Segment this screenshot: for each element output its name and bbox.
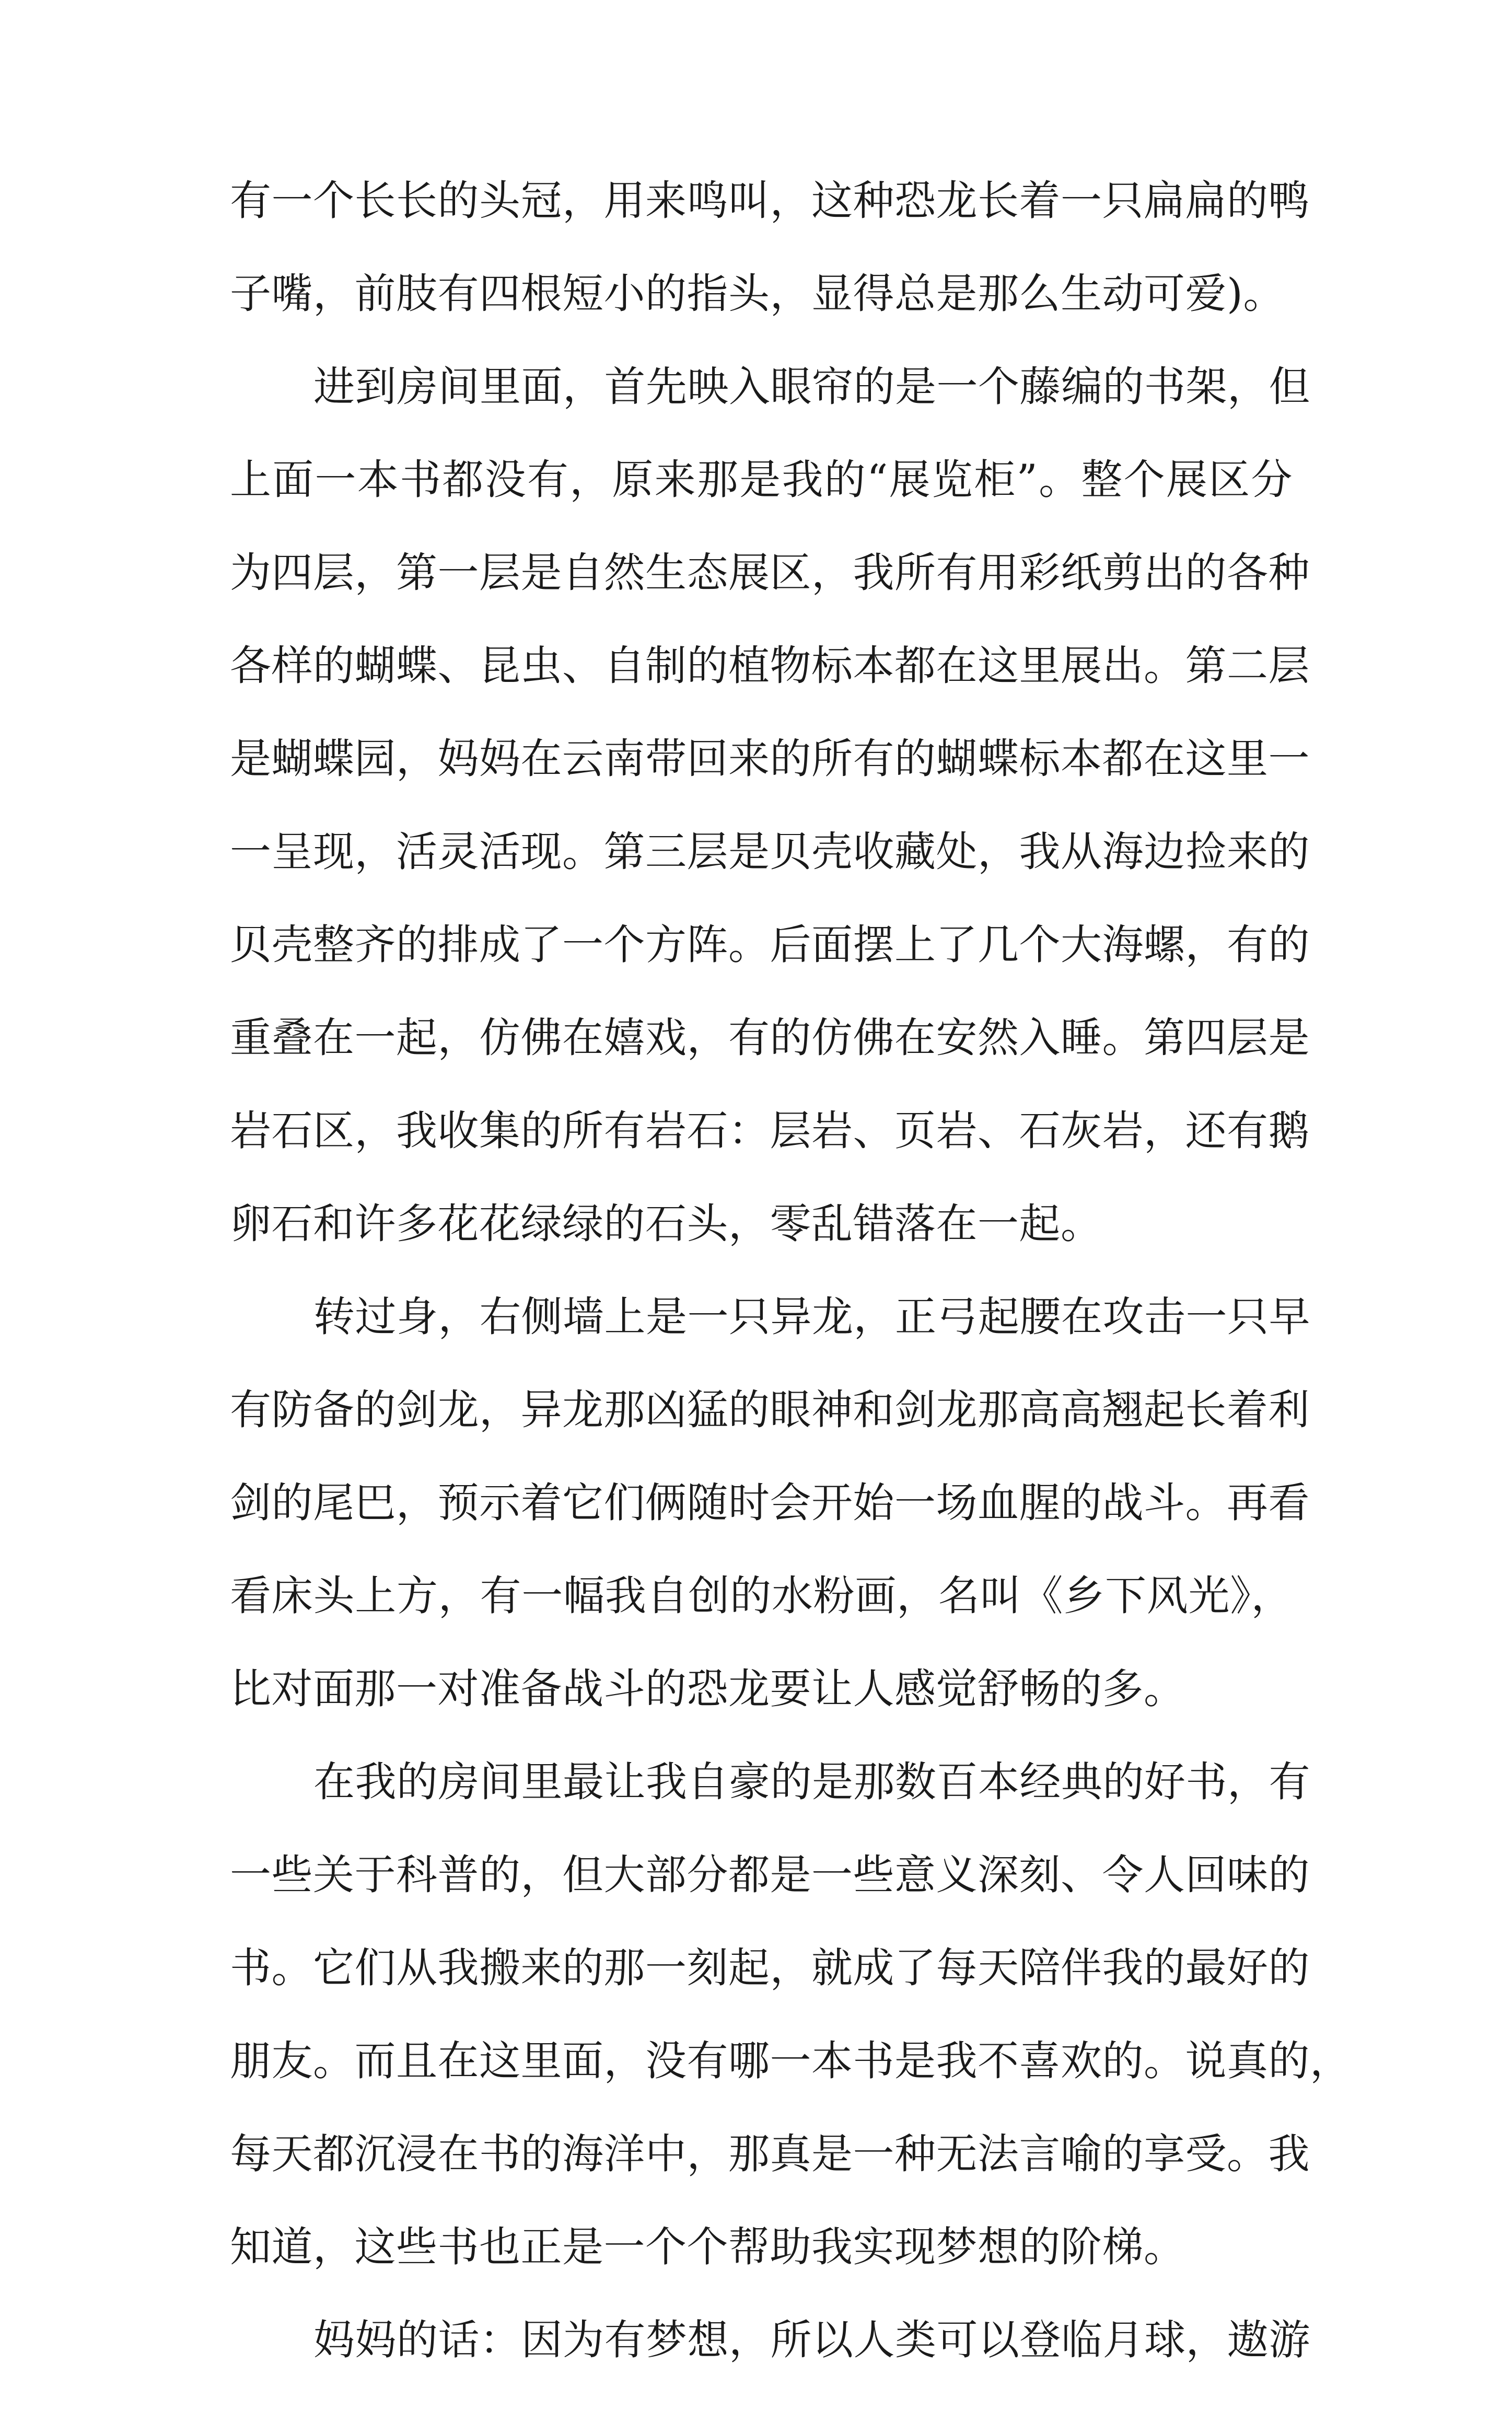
text-line: 贝壳整齐的排成了一个方阵。后面摆上了几个大海螺，有的 bbox=[230, 921, 1310, 969]
text-line: 有一个长长的头冠，用来鸣叫，这种恐龙长着一只扁扁的鸭 bbox=[230, 177, 1310, 225]
text-line: 重叠在一起，仿佛在嬉戏，有的仿佛在安然入睡。第四层是 bbox=[230, 1014, 1310, 1062]
paragraph-start-line: 在我的房间里最让我自豪的是那数百本经典的好书，有 bbox=[313, 1758, 1310, 1806]
text-line: 知道，这些书也正是一个个帮助我实现梦想的阶梯。 bbox=[230, 2223, 1185, 2271]
paragraph-start-line: 进到房间里面，首先映入眼帘的是一个藤编的书架，但 bbox=[313, 363, 1310, 411]
text-line: 剑的尾巴，预示着它们俩随时会开始一场血腥的战斗。再看 bbox=[230, 1479, 1310, 1527]
text-line: 一些关于科普的，但大部分都是一些意义深刻、令人回味的 bbox=[230, 1851, 1310, 1899]
text-line: 上面一本书都没有，原来那是我的“展览柜”。整个展区分 bbox=[230, 456, 1293, 504]
text-line: 一呈现，活灵活现。第三层是贝壳收藏处，我从海边捡来的 bbox=[230, 828, 1310, 876]
text-line: 每天都沉浸在书的海洋中，那真是一种无法言喻的享受。我 bbox=[230, 2130, 1310, 2178]
text-line: 各样的蝴蝶、昆虫、自制的植物标本都在这里展出。第二层 bbox=[230, 642, 1310, 690]
text-line: 卵石和许多花花绿绿的石头，零乱错落在一起。 bbox=[230, 1200, 1102, 1248]
document-body bbox=[230, 177, 1352, 2410]
text-line: 比对面那一对准备战斗的恐龙要让人感觉舒畅的多。 bbox=[230, 1665, 1185, 1713]
text-line: 看床头上方，有一幅我自创的水粉画，名叫《乡下风光》， bbox=[230, 1572, 1293, 1620]
text-line: 朋友。而且在这里面，没有哪一本书是我不喜欢的。说真的， bbox=[230, 2037, 1352, 2085]
text-line: 岩石区，我收集的所有岩石：层岩、页岩、石灰岩，还有鹅 bbox=[230, 1107, 1310, 1155]
text-line: 子嘴，前肢有四根短小的指头，显得总是那么生动可爱)。 bbox=[230, 270, 1285, 318]
text-line: 为四层，第一层是自然生态展区，我所有用彩纸剪出的各种 bbox=[230, 549, 1310, 597]
text-line: 是蝴蝶园，妈妈在云南带回来的所有的蝴蝶标本都在这里一 bbox=[230, 735, 1310, 783]
paragraph-start-line: 转过身，右侧墙上是一只异龙，正弓起腰在攻击一只早 bbox=[313, 1293, 1310, 1341]
text-line: 有防备的剑龙，异龙那凶猛的眼神和剑龙那高高翘起长着利 bbox=[230, 1386, 1310, 1434]
paragraph-start-line: 妈妈的话：因为有梦想，所以人类可以登临月球，遨游 bbox=[313, 2316, 1310, 2364]
text-line: 书。它们从我搬来的那一刻起，就成了每天陪伴我的最好的 bbox=[230, 1944, 1310, 1992]
